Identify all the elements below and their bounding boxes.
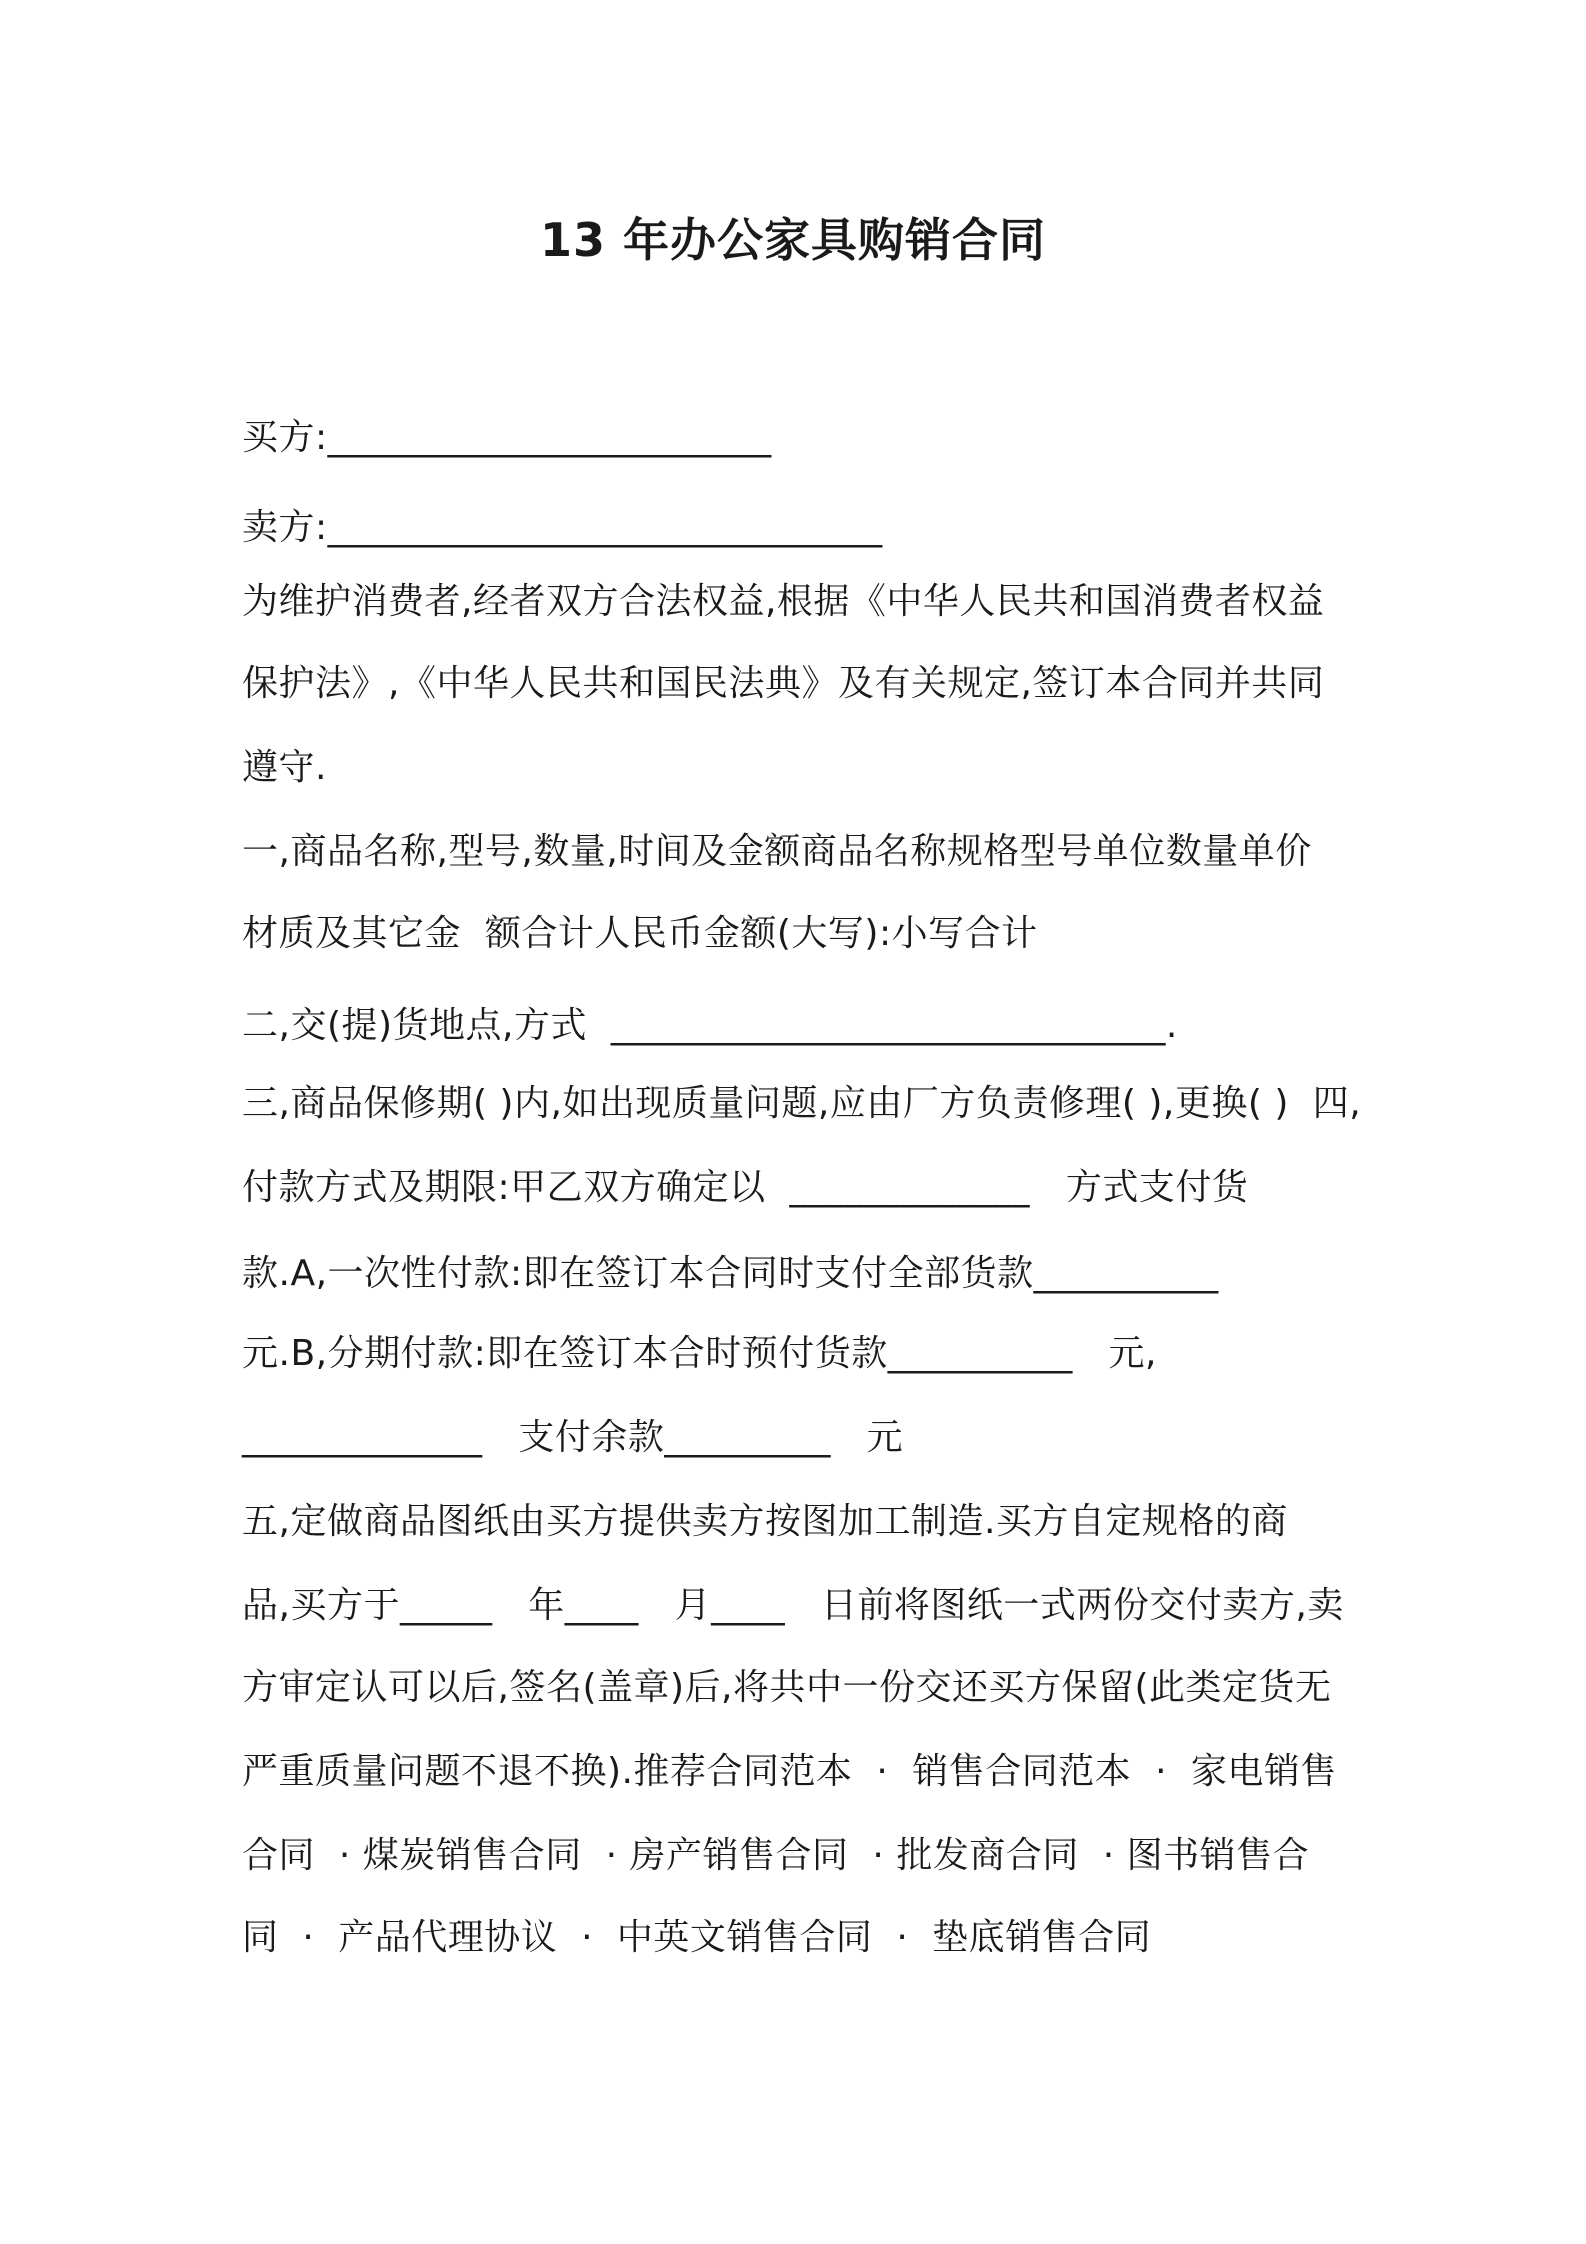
clause-5-line-2: 品,买方于_____ 年____ 月____ 日前将图纸一式两份交付卖方,卖: [242, 1585, 1344, 1626]
clause-2-line: 二,交(提)货地点,方式 ______________________________.: [242, 1005, 1178, 1046]
preamble-line-1: 为维护消费者,经者双方合法权益,根据《中华人民共和国消费者权益: [242, 581, 1325, 622]
buyer-line: 买方:________________________: [242, 417, 772, 458]
clause-1-line-2: 材质及其它金 额合计人民币金额(大写):小写合计: [242, 913, 1038, 954]
preamble-line-3: 遵守.: [242, 747, 327, 788]
recommended-links-line-2: 同 · 产品代理协议 · 中英文销售合同 · 垫底销售合同: [242, 1917, 1152, 1958]
clause-4-line-2: 款.A,一次性付款:即在签订本合同时支付全部货款__________: [242, 1253, 1219, 1294]
preamble-line-2: 保护法》,《中华人民共和国民法典》及有关规定,签订本合同并共同: [242, 663, 1325, 704]
clause-4-line-1: 付款方式及期限:甲乙双方确定以 _____________ 方式支付货: [242, 1167, 1249, 1208]
clause-5-line-3: 方审定认可以后,签名(盖章)后,将共中一份交还买方保留(此类定货无: [242, 1667, 1332, 1708]
seller-line: 卖方:______________________________: [242, 507, 883, 548]
clause-4-line-4: _____________ 支付余款_________ 元: [242, 1417, 904, 1458]
recommended-links-line-1: 合同 · 煤炭销售合同 · 房产销售合同 · 批发商合同 · 图书销售合: [242, 1835, 1310, 1876]
clause-3-line: 三,商品保修期( )内,如出现质量问题,应由厂方负责修理( ),更换( ) 四,: [242, 1083, 1362, 1124]
clause-5-line-1: 五,定做商品图纸由买方提供卖方按图加工制造.买方自定规格的商: [242, 1501, 1288, 1542]
document-title: 13 年办公家具购销合同: [539, 213, 1047, 267]
clause-5-line-4: 严重质量问题不退不换).推荐合同范本 · 销售合同范本 · 家电销售: [242, 1751, 1337, 1792]
clause-4-line-3: 元.B,分期付款:即在签订本合时预付货款__________ 元,: [242, 1333, 1157, 1374]
clause-1-line-1: 一,商品名称,型号,数量,时间及金额商品名称规格型号单位数量单价: [242, 831, 1312, 872]
